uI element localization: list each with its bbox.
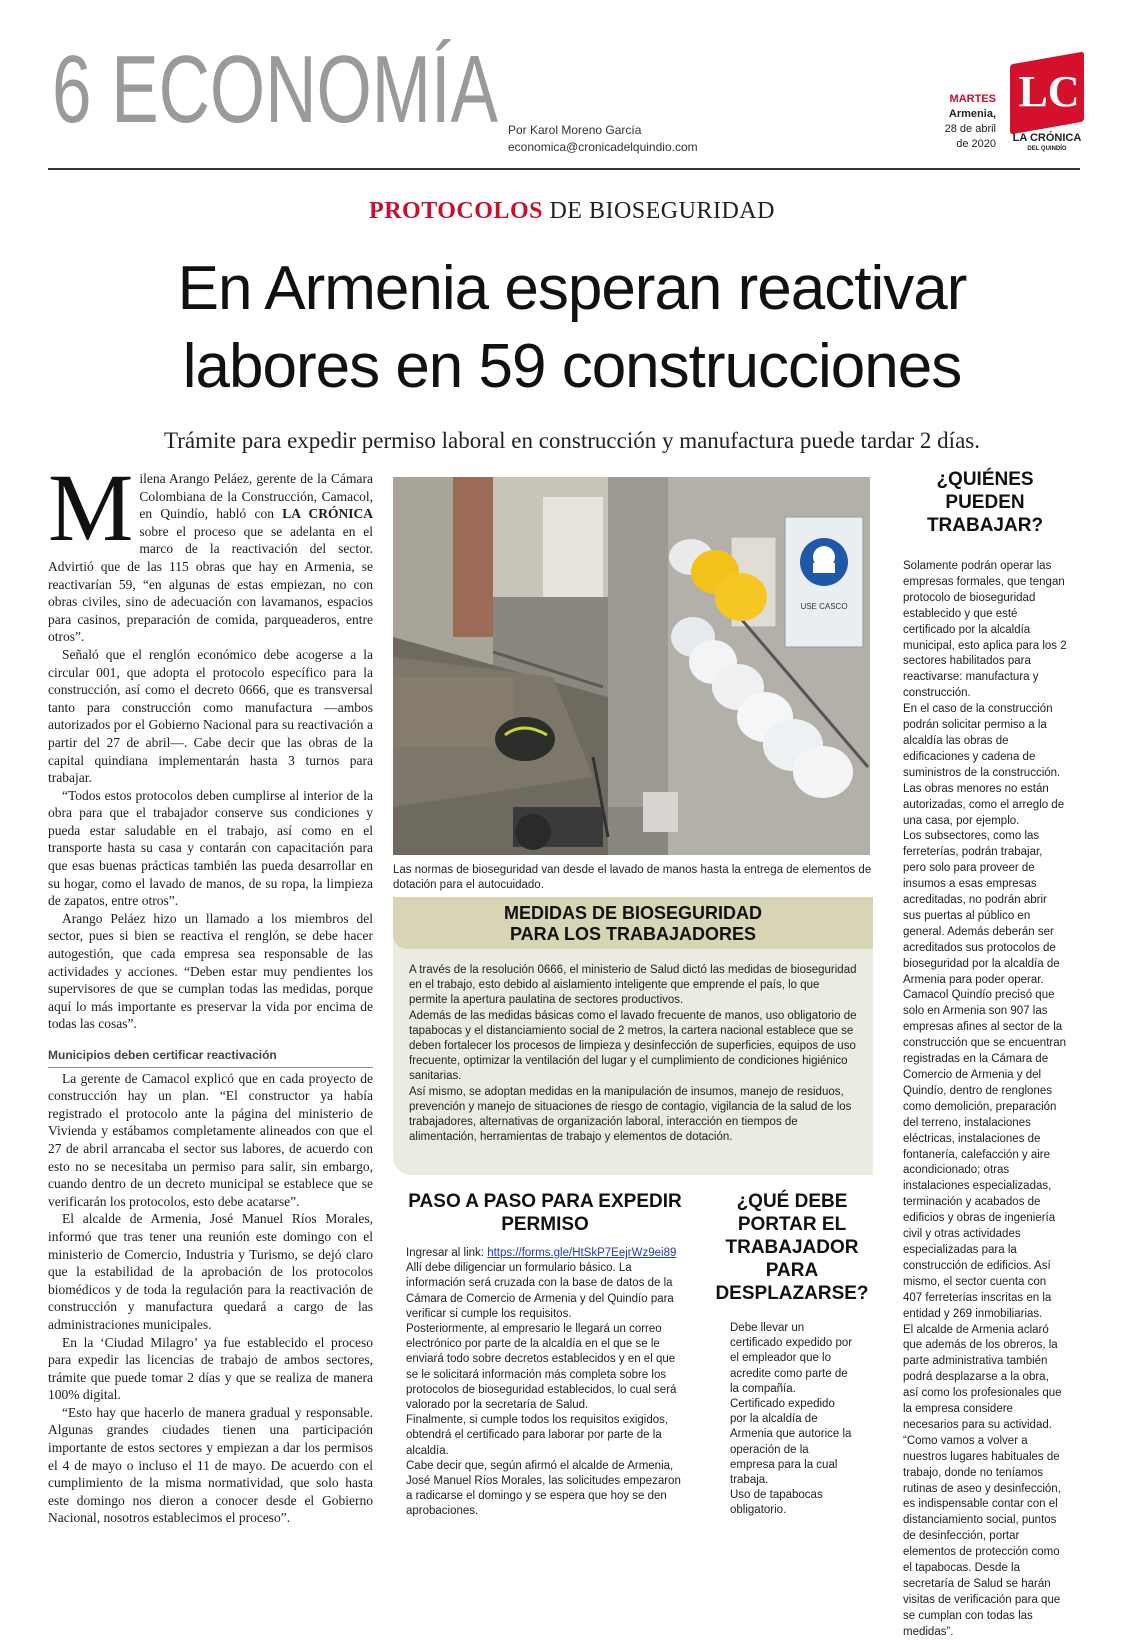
paragraph-1 <box>48 454 373 646</box>
header-rule <box>48 168 1080 170</box>
kicker-rest: DE BIOSEGURIDAD <box>542 198 775 224</box>
date-line-1: 28 de abril <box>944 123 996 135</box>
paso-paragraph-2: Posteriormente, al empresario le llegará un correo electrónico por parte de la alcaldía en el que se le enviará todo sobre decretos establecidos y en el que se le solicitará información más completa sobre los protocolos de bioseguridad establecidos, lo cual será valorado por la secretaría de Salud. <box>406 1323 677 1412</box>
date-line-2: de 2020 <box>956 138 996 150</box>
photo-caption: Las normas de bioseguridad van desde el lavado de manos hasta la entrega de elementos de dotación para el autocuidado. <box>393 864 872 891</box>
paso-a-paso-box <box>400 1190 690 1520</box>
paso-link-label: Ingresar al link: <box>406 1247 488 1259</box>
paragraph-1-text-a: ilena Arango Peláez, gerente de la Cámara Colombiana de la Construcción, Camacol, en Quindío, habló con <box>139 471 373 522</box>
headline-line-1: En Armenia esperan reactivar <box>177 254 967 323</box>
paso-paragraph-4: Cabe decir que, según afirmó el alcalde de Armenia, José Manuel Ríos Morales, las solicitudes empezaron a radicarse el domingo y se espera que hoy se den aprobaciones. <box>406 1459 681 1518</box>
paragraph-8: “Esto hay que hacerlo de manera gradual y responsable. Algunas grandes ciudades tienen una participación importante de estos sectores y empiezan a dar los permisos el 4 de mayo o incluso el 11 de mayo. De acuerdo con el cumplimiento de la misma normatividad, que solo hasta este domingo nos dieron a conocer desde el Gobierno Nacional, nosotros establecimos el proceso”. <box>48 1404 373 1526</box>
porta-title: ¿QUÉ DEBE PORTAR EL TRABAJADOR PARA DESPLAZARSE? <box>715 1191 869 1304</box>
porta-paragraph-3: Uso de tapabocas obligatorio. <box>730 1489 823 1517</box>
paragraph-2: Señaló que el renglón económico debe acogerse a la circular 001, que adopta el protocolo específico para la construcción, así como el decreto 0666, que es transversal tanto para construcción como manufactura —ambos autorizados por el Gobierno Nacional para su reactivación a partir del 27 de abril—. Cabe decir que las obras de la capital quindiana implementarán hasta 3 turnos para trabajar. <box>48 646 373 786</box>
medidas-paragraph-1: A través de la resolución 0666, el ministerio de Salud dictó las medidas de bioseguridad en el trabajo, esto debido al aislamiento inteligente que emprende el país, lo que permite la apertura paulatina de sectores productivos. <box>409 964 857 1007</box>
quienes-title: ¿QUIÉNES PUEDEN TRABAJAR? <box>926 469 1044 536</box>
porta-body <box>712 1321 872 1519</box>
paragraph-3: “Todos estos protocolos deben cumplirse al interior de la obra para que el trabajador conserve sus condiciones y pueda estar saludable en el trabajo, así como en el transporte hasta su casa y contarán con capacitación para que esas buenas prácticas también las pueda desarrollar en su hogar, como el lavado de manos, de su ropa, la limpieza de zapatos, entre otros”. <box>48 787 373 909</box>
quienes-paragraph-4: Camacol Quindío precisó que solo en Armenia son 907 las empresas afines al sector de la construcción que se encuentran registradas en la Cámara de Comercio de Armenia y del Quindío, dentro de renglones como demolición, preparación del terreno, instalaciones eléctricas, instalaciones de fontanería, calefacción y aire acondicionado; otras instalaciones especializadas, terminación y acabados de edificios y obras de ingeniería civil y otras actividades especializadas para la construcción de edificios. Así mismo, el sector cuenta con 407 ferreterías inscritas en la entidad y 269 inmobiliarias. <box>903 989 1067 1320</box>
medidas-title-line-1: MEDIDAS DE BIOSEGURIDAD <box>503 903 763 923</box>
weekday: MARTES <box>949 93 996 105</box>
quienes-pueden-trabajar-box <box>895 468 1075 1641</box>
quienes-paragraph-2: En el caso de la construcción podrán solicitar permiso a la alcaldía las obras de edificaciones y cadena de suministros de la construcción. Las obras menores no están autorizadas, como el arreglo de una casa, por ejemplo. <box>903 703 1065 827</box>
headline-line-2: labores en 59 construcciones <box>182 332 962 401</box>
medidas-paragraph-2: Además de las medidas básicas como el lavado frecuente de manos, uso obligatorio de tapabocas y el distanciamiento social de 2 metros, la cartera nacional establece que se deben fortalecer los procesos de limpieza y desinfección de superficies, equipos de uso frecuente, optimizar la ventilación del lugar y el cumplimiento de condiciones higiénico sanitarias. <box>409 1009 857 1083</box>
paso-paragraph-3: Finalmente, si cumple todos los requisitos exigidos, obtendrá el certificado para laborar por parte de la alcaldía. <box>406 1414 669 1457</box>
newspaper-logo <box>1004 58 1090 158</box>
kicker <box>0 198 1144 225</box>
paragraph-5: La gerente de Camacol explicó que en cada proyecto de construcción hay un plan. “El constructor ya había registrado el protocolo ante la página del ministerio de Vivienda y estábamos completamente alineados con que el 27 de abril arrancaba el sector sus labores, de acuerdo con esto no se necesitaba un permiso para salir, sin embargo, cuando dentro de un decreto municipal se establece que se verificarán los protocolos, esto debe acatarse”. <box>48 1070 373 1209</box>
subhead: Municipios deben certificar reactivación <box>48 1047 373 1068</box>
deck: Trámite para expedir permiso laboral en construcción y manufactura puede tardar 2 días. <box>164 428 980 453</box>
logo-name: LA CRÓNICA <box>1012 132 1082 144</box>
paragraph-1-text-b: sobre el proceso que se adelanta en el marco de la reactivación del sector. Advirtió que de las 115 obras que hay en Armenia, se reactivarían 59, “en algunas de estas empiezan, no con obras civiles, sino de adecuación con lavamanos, espacios para casinos, preparación de comida, parqueaderos, entre otros”. <box>48 523 373 645</box>
paragraph-6: El alcalde de Armenia, José Manuel Ríos Morales, informó que tras tener una reunión este domingo con el ministerio de Comercio, Industria y Turismo, se dejó claro que la estabilidad de la aprobación de los protocolos biomédicos y de toda la regulación para la reactivación de construcción y manufactura quedará a cargo de las administraciones municipales. <box>48 1211 373 1332</box>
form-link[interactable]: https://forms.gle/HtSkP7EejrWz9ei89 <box>487 1247 677 1259</box>
article-body <box>48 454 373 1527</box>
medidas-paragraph-3: Así mismo, se adoptan medidas en la manipulación de insumos, manejo de residuos, prevención y manejo de situaciones de riesgo de contagio, vigilancia de la salud de los trabajadores, alternativas de organización laboral, interacción en tiempos de alimentación, herramientas de trabajo y elementos de dotación. <box>409 1085 852 1144</box>
quienes-paragraph-3: Los subsectores, como las ferreterías, podrán trabajar, pero solo para proveer de insumos a esas empresas acreditadas, no podrán abrir sus puertas al público en general. Además deberán ser acreditados sus protocolos de bioseguridad por la alcaldía de Armenia para poder operar. <box>903 830 1060 986</box>
brand-name: LA CRÓNICA <box>282 506 373 522</box>
porta-paragraph-2: Certificado expedido por la alcaldía de Armenia que autorice la operación de la empresa para la cual trabaja. <box>730 1398 852 1487</box>
article-photo <box>393 477 870 855</box>
dateline <box>930 92 996 152</box>
que-debe-portar-box <box>712 1190 872 1519</box>
quienes-paragraph-1: Solamente podrán operar las empresas formales, que tengan protocolo de bioseguridad establecido y que esté certificado por la alcaldía municipal, esto aplica para los 2 sectores habilitados para reactivarse: manufactura y construcción. <box>903 560 1067 700</box>
city: Armenia, <box>948 108 996 120</box>
author-email[interactable]: economica@cronicadelquindio.com <box>508 140 698 154</box>
paso-link-line <box>406 1246 684 1261</box>
section-number: 6 <box>52 36 92 143</box>
porta-paragraph-1: Debe llevar un certificado expedido por el empleador que lo acredite como parte de la compañía. <box>730 1322 853 1395</box>
paragraph-4: Arango Peláez hizo un llamado a los miembros del sector, pues si bien se reactiva el renglón, se debe hacer autogestión, que cada empresa sea responsable de las actividades y acciones. “Deben estar muy pendientes los supervisores de que se cumplan todas las medidas, porque aquí lo más importante es preservar la vida por encima de todas las cosas”. <box>48 910 373 1032</box>
byline <box>508 122 698 156</box>
medidas-title <box>393 903 873 945</box>
author: Por Karol Moreno García <box>508 123 642 137</box>
medidas-body <box>409 963 857 1145</box>
medidas-title-line-2: PARA LOS TRABAJADORES <box>509 924 756 944</box>
quienes-paragraph-5: El alcalde de Armenia aclaró que además de los obreros, la parte administrativa también podrá desplazarse a la obra, así como los profesionales que la empresa considere necesarios para su actividad. “Como vamos a volver a nuestros lugares habituales de trabajo, donde no teníamos rutinas de aseo y desinfección, es indispensable contar con el distanciamiento social, puntos de desinfección, portar elementos de protección como el tapabocas. Desde la secretaría de Salud se harán visitas de verificación para que se cumplan con todas las medidas”. <box>903 1323 1062 1638</box>
medidas-box <box>393 897 873 1175</box>
paso-title: PASO A PASO PARA EXPEDIR PERMISO <box>408 1191 682 1235</box>
construction-site-illustration <box>393 477 870 855</box>
section-name: ECONOMÍA <box>111 36 499 143</box>
section-title <box>52 36 499 143</box>
kicker-highlight: PROTOCOLOS <box>369 198 543 224</box>
paragraph-7: En la ‘Ciudad Milagro’ ya fue establecido el proceso para expedir las licencias de trabajo de ambos sectores, trámite que puede tomar 2 días y que se realiza de manera 100% digital. <box>48 1334 373 1403</box>
drop-cap: M <box>48 454 134 561</box>
headline <box>60 250 1084 406</box>
logo-initials: LC <box>1018 67 1080 116</box>
logo-subtitle: DEL QUINDÍO <box>1027 146 1067 152</box>
paso-paragraph-1: Allí debe diligenciar un formulario básico. La información será cruzada con la base de datos de la Cámara de Comercio de Armenia y del Quindío para verificar si cumple los requisitos. <box>406 1262 674 1320</box>
paso-body <box>400 1246 690 1520</box>
sign-text: USE CASCO <box>800 602 848 611</box>
quienes-body <box>895 559 1075 1641</box>
